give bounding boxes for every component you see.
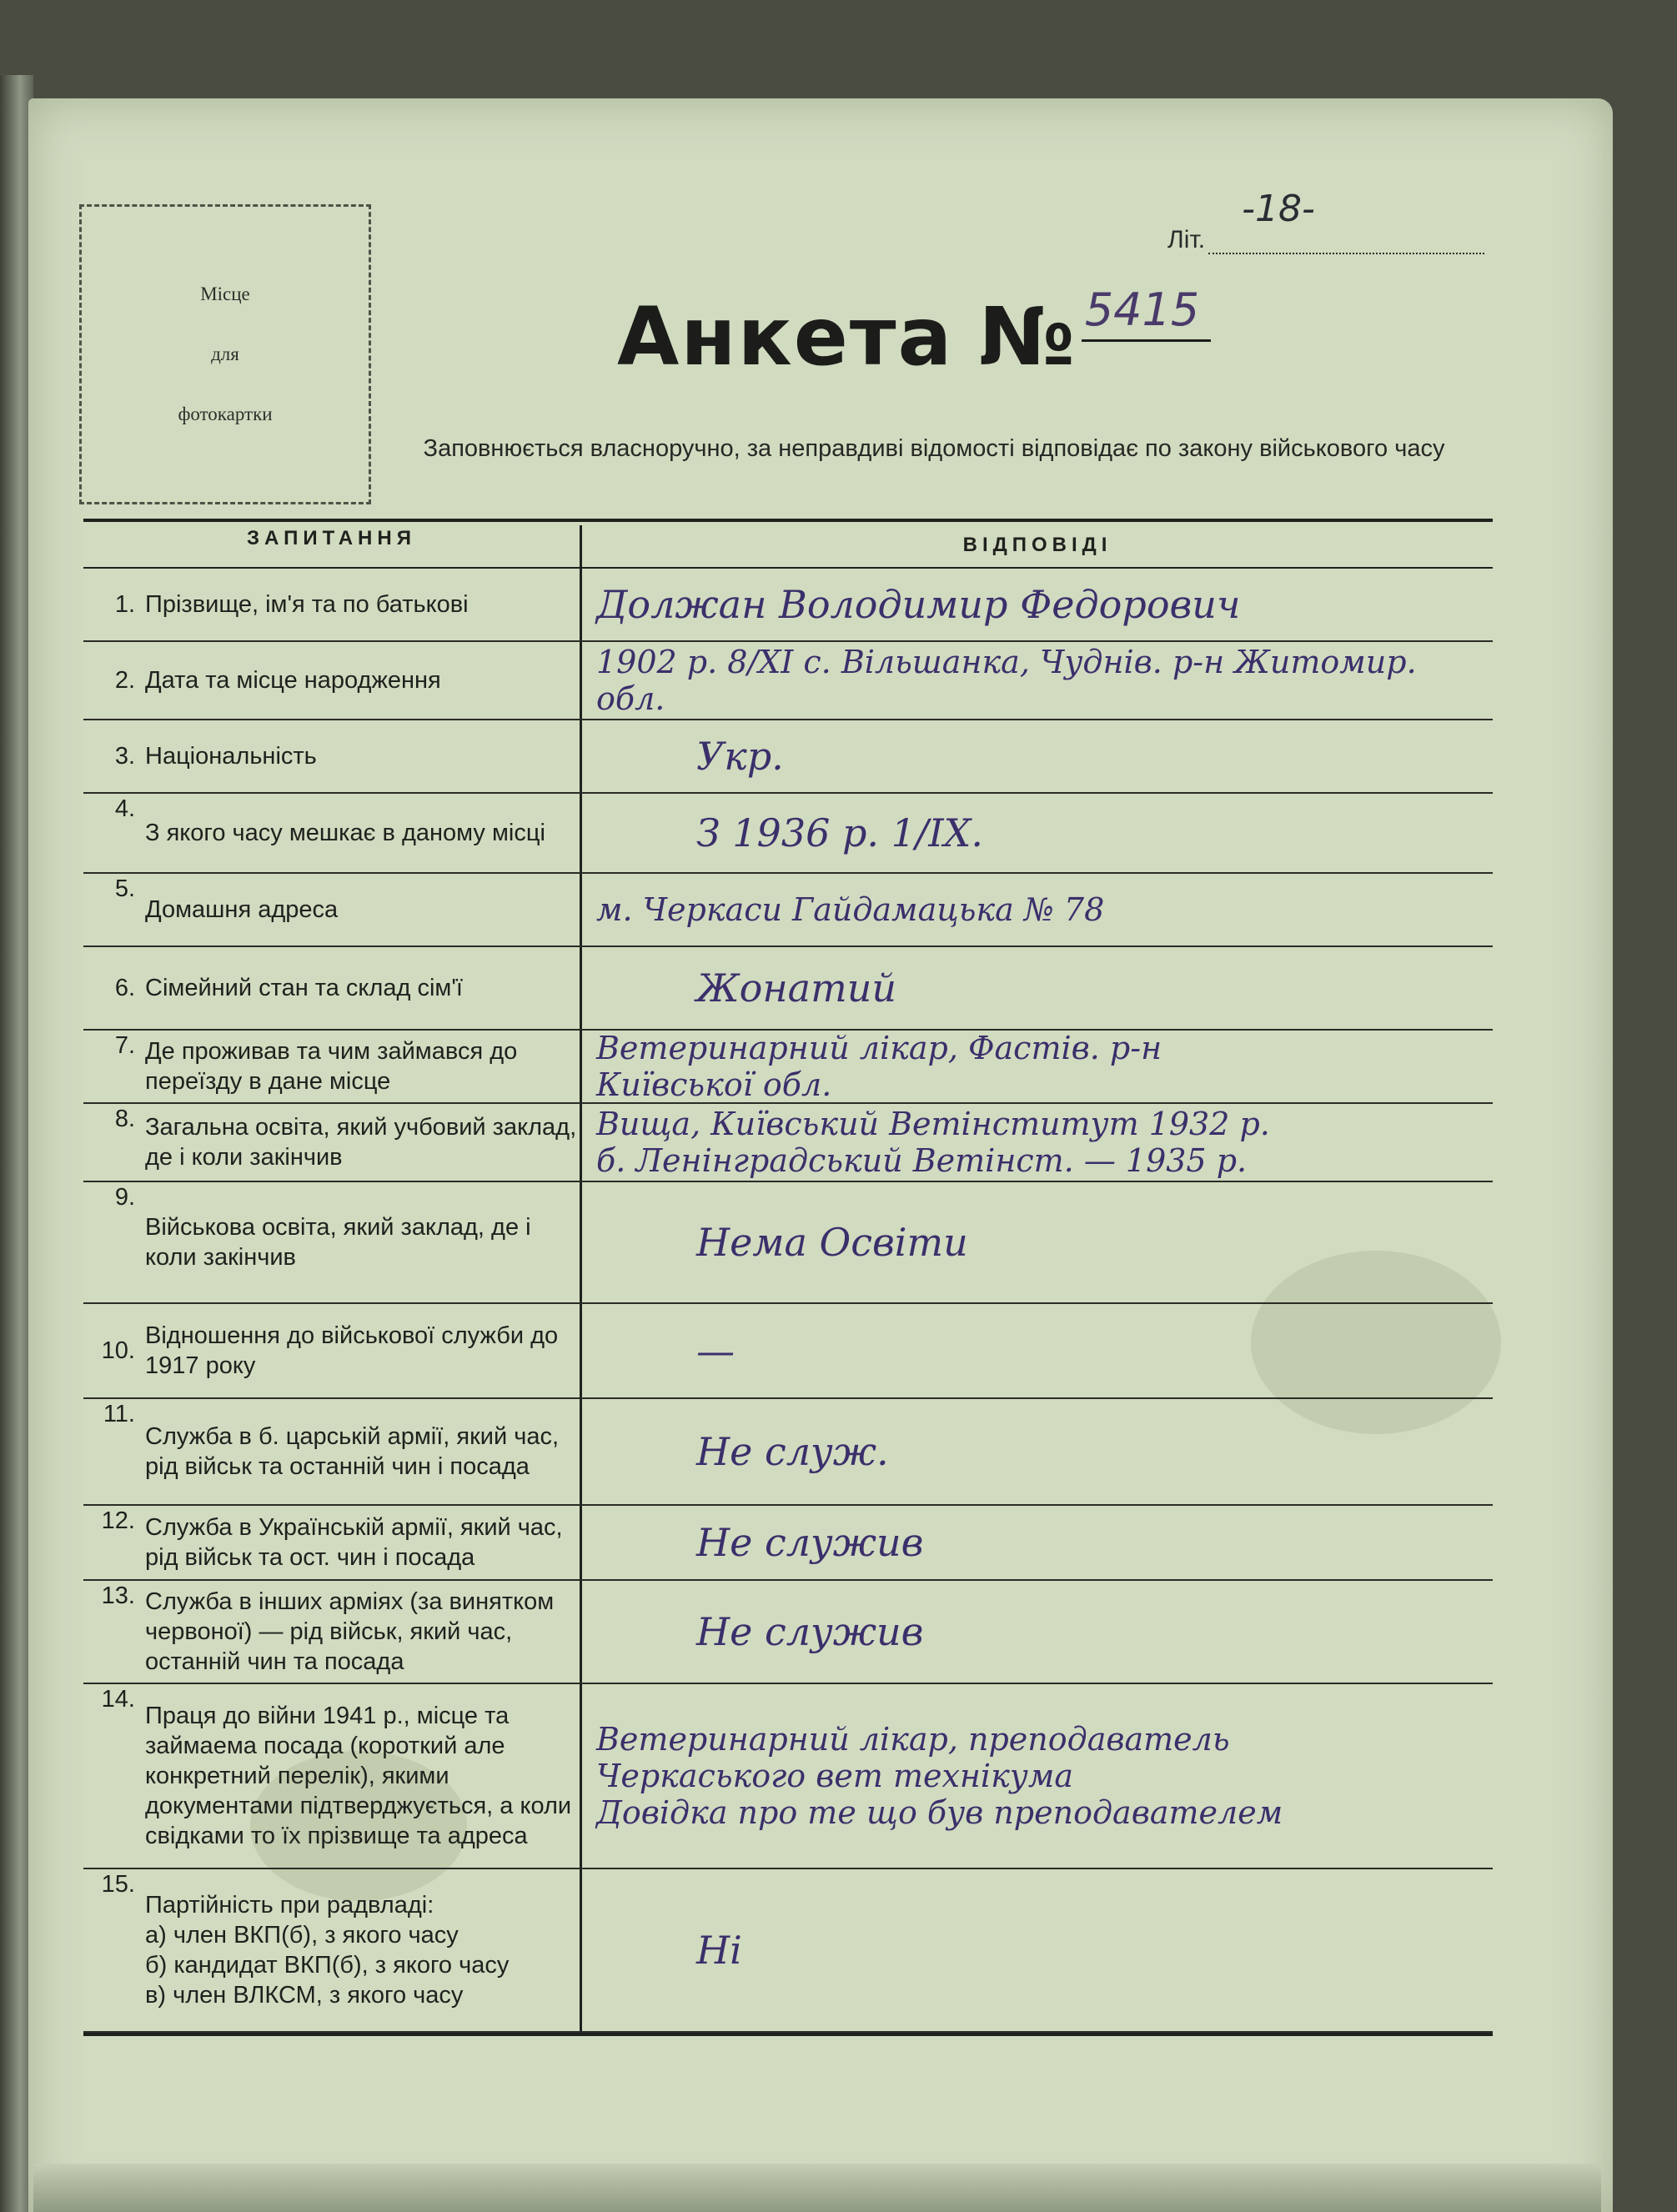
question-cell — [83, 1182, 583, 1302]
answer-cell: Не служ. — [696, 1429, 889, 1474]
question-cell — [83, 1104, 583, 1181]
table-row — [83, 1581, 1493, 1684]
form-title-text: Анкета — [617, 290, 954, 384]
sheet-number-value: -18- — [1242, 188, 1315, 230]
table-row — [83, 1104, 1493, 1182]
answer-cell: Ветеринарний лікар, преподаватель Черкаського вет технікума Довідка про те що був преподавателем — [596, 1721, 1283, 1831]
question-number: 8. — [114, 1106, 135, 1132]
question-cell — [83, 569, 583, 640]
question-cell — [83, 1031, 583, 1102]
question-text: Домашня адреса — [145, 896, 339, 923]
table-row — [83, 1869, 1493, 2033]
table-bottom-rule — [83, 2033, 1493, 2036]
question-number: 7. — [114, 1032, 135, 1059]
question-number: 13. — [101, 1583, 135, 1609]
question-number: 2. — [114, 667, 135, 694]
photo-label-line: Місце — [200, 283, 250, 304]
question-text: Військова освіта, який заклад, де і коли закінчив — [145, 1214, 531, 1271]
answer-cell: Нема Освіти — [696, 1220, 968, 1265]
header-top-rule — [83, 519, 1493, 522]
question-text: Де проживав та чим займався до переїзду в дане місце — [145, 1038, 518, 1095]
question-text: Сімейний стан та склад сім'ї — [145, 975, 463, 1001]
table-row — [83, 947, 1493, 1031]
answer-cell: — — [696, 1328, 735, 1373]
table-row — [83, 1304, 1493, 1399]
answer-cell: Жонатий — [696, 966, 896, 1011]
table-row — [83, 1399, 1493, 1506]
question-cell — [83, 794, 583, 872]
questions-column-header: ЗАПИТАННЯ — [247, 527, 416, 549]
question-number: 12. — [101, 1507, 135, 1534]
answer-cell: З 1936 р. 1/IX. — [696, 810, 983, 855]
table-row — [83, 1182, 1493, 1304]
question-number: 9. — [114, 1184, 135, 1211]
question-text: Служба в б. царській армії, який час, рід військ та останній чин і посада — [145, 1423, 560, 1480]
question-cell — [83, 1869, 583, 2031]
question-number: 5. — [114, 875, 135, 902]
photo-placeholder — [79, 204, 371, 504]
question-number: 15. — [101, 1871, 135, 1898]
answer-cell: м. Черкаси Гайдамацька № 78 — [596, 891, 1105, 928]
question-number: 11. — [103, 1401, 135, 1427]
question-number: 14. — [101, 1686, 135, 1713]
table-row — [83, 794, 1493, 874]
answer-cell: Не служив — [696, 1520, 924, 1565]
question-text: Служба в Українській армії, який час, рід військ та ост. чин і посада — [145, 1514, 563, 1571]
question-cell — [83, 642, 583, 719]
question-number: 1. — [114, 591, 135, 618]
question-text: Праця до війни 1941 р., місце та займаема посада (короткий але конкретний перелік), якими документами підтверджується, а коли свідками то їх прізвище та адреса — [145, 1703, 572, 1849]
answer-cell: Укр. — [696, 734, 784, 779]
answer-cell: Вища, Київський Ветінститут 1932 р. б. Ленінградський Ветінст. — 1935 р. — [596, 1106, 1270, 1179]
question-text: Прізвище, ім'я та по батькові — [145, 591, 469, 618]
table-row — [83, 874, 1493, 947]
table-row — [83, 569, 1493, 642]
answer-cell: Ветеринарний лікар, Фастів. р-н Київської обл. — [596, 1030, 1162, 1103]
question-cell — [83, 1506, 583, 1579]
question-text: З якого часу мешкає в даному місці — [145, 820, 545, 846]
question-number: 6. — [114, 975, 135, 1001]
question-text: Національність — [145, 743, 317, 770]
question-text: Відношення до військової служби до 1917 року — [145, 1322, 559, 1379]
question-text: Загальна освіта, який учбовий заклад, де і коли закінчив — [145, 1114, 577, 1171]
question-cell — [83, 1581, 583, 1683]
question-number: 3. — [114, 743, 135, 770]
form-subtitle: Заповнюється власноручно, за неправдиві відомості відповідає по закону військового часу — [423, 435, 1445, 462]
answer-cell: Должан Володимир Федорович — [596, 582, 1241, 627]
photo-label-line: для — [211, 344, 239, 364]
question-text: Партійність при радвладі: а) член ВКП(б), з якого часу б) кандидат ВКП(б), з якого часу в) член ВЛКСМ, з якого часу — [145, 1892, 510, 2009]
form-number: 5415 — [1082, 283, 1211, 342]
table-row — [83, 642, 1493, 720]
question-number: 10. — [101, 1337, 135, 1364]
question-text: Дата та місце народження — [145, 667, 441, 694]
answers-column-header: ВІДПОВІДІ — [962, 534, 1112, 556]
question-cell — [83, 874, 583, 945]
sheet-number-field — [1167, 188, 1484, 254]
answer-cell: 1902 р. 8/XI с. Вільшанка, Чуднів. р-н Житомир. обл. — [596, 644, 1417, 717]
table-row — [83, 720, 1493, 794]
page-bottom-edge — [33, 2164, 1601, 2212]
sheet-number-line — [1208, 188, 1484, 254]
question-cell — [83, 1399, 583, 1504]
form-title — [617, 267, 1211, 384]
answer-cell: Не служив — [696, 1609, 924, 1654]
question-text: Служба в інших арміях (за винятком червоної) — рід військ, який час, останній чин та посада — [145, 1588, 555, 1675]
number-sign: № — [978, 290, 1075, 384]
answer-cell: Ні — [696, 1928, 742, 1973]
question-cell — [83, 947, 583, 1029]
table-row — [83, 1031, 1493, 1104]
question-cell — [83, 720, 583, 792]
sheet-number-label: Літ. — [1167, 226, 1206, 253]
photo-label-line: фотокартки — [178, 404, 273, 424]
table-row — [83, 1684, 1493, 1869]
question-cell — [83, 1684, 583, 1868]
table-row — [83, 1506, 1493, 1581]
question-number: 4. — [114, 795, 135, 822]
question-cell — [83, 1304, 583, 1397]
